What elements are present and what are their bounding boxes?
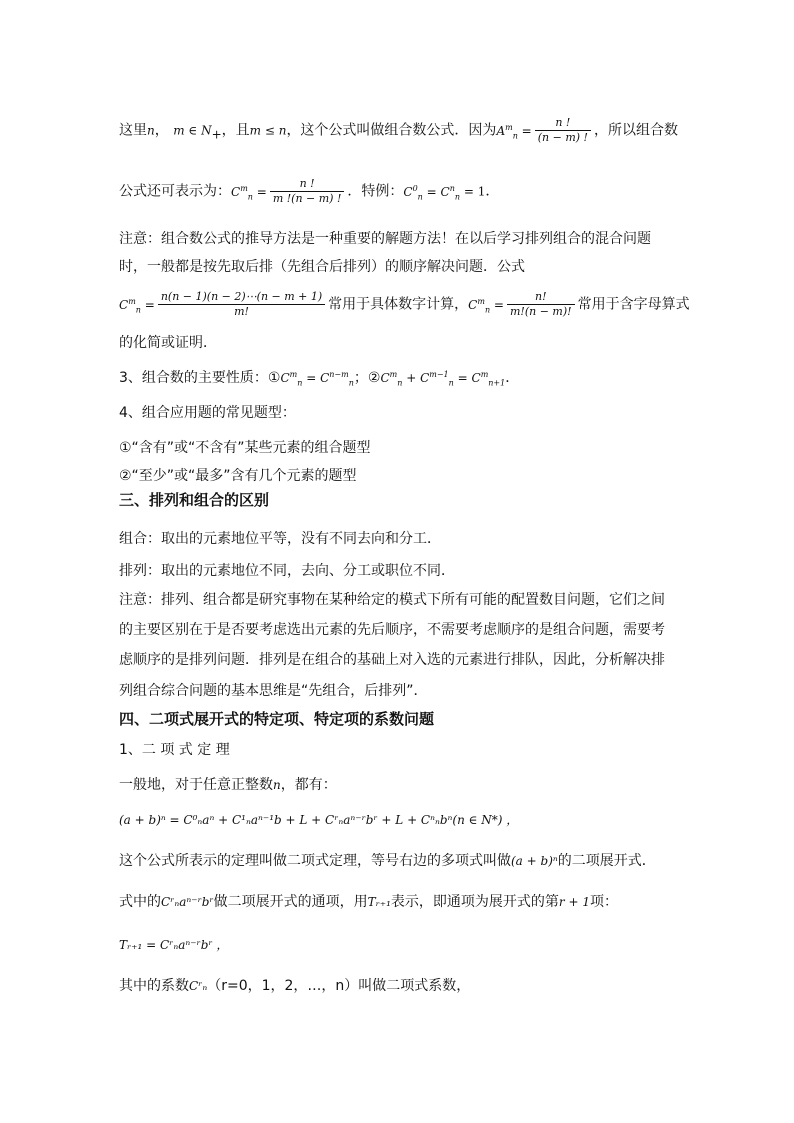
type-item-2: ②“至少”或“最多”含有几个元素的题型 bbox=[119, 468, 357, 484]
note-line-3: $C^m_n$ = $\frac{n(n - 1)(n - 2)\cdots(n - m + 1)}{m!}$ 常用于具体数字计算，$C^m_n$ = $\frac{n!}{m!(n - m)!}$ 常用于含字母算式 bbox=[119, 290, 690, 318]
type-item-1: ①“含有”或“不含有”某些元素的组合题型 bbox=[119, 440, 371, 456]
arrangement-fraction: $\frac{n !}{(n - m) !}$ bbox=[535, 116, 591, 145]
types-title: 4、组合应用题的常见题型： bbox=[119, 405, 296, 421]
para-formula-condition: 这里n， m ∈ $N_+$，且m ≤ n，这个公式叫做组合数公式．因为$A^m_n$ = $\frac{n !}{(n - m) !}$ ，所以组合数 bbox=[119, 116, 678, 144]
letter-formula-fraction: $\frac{n!}{m!(n - m)!}$ bbox=[507, 290, 575, 319]
section-3-note-4: 列组合综合问题的基本思维是“先组合，后排列”． bbox=[119, 683, 428, 699]
note-line-1: 注意：组合数公式的推导方法是一种重要的解题方法！在以后学习排列组合的混合问题 bbox=[119, 231, 651, 247]
numeric-formula-fraction: $\frac{n(n - 1)(n - 2)\cdots(n - m + 1)}{m!}$ bbox=[158, 290, 325, 319]
para-alt-formula: 公式还可表示为：$C^m_n$ = $\frac{n !}{m !(n - m) !}$ ．特例：$C^0_n = C^n_n = 1$． bbox=[119, 177, 500, 205]
binomial-formula: (a + b)ⁿ = C⁰ₙaⁿ + C¹ₙaⁿ⁻¹b + L + Cʳₙaⁿ⁻ʳbʳ + L + Cⁿₙbⁿ(n ∈ N*) ， bbox=[119, 813, 519, 827]
binomial-intro: 一般地，对于任意正整数n，都有： bbox=[119, 777, 337, 793]
section-3-note-3: 虑顺序的是排列问题．排列是在组合的基础上对入选的元素进行排队，因此，分析解决排 bbox=[119, 652, 665, 668]
binomial-description: 这个公式所表示的定理叫做二项式定理，等号右边的多项式叫做(a + b)ⁿ的二项展开式． bbox=[119, 853, 656, 869]
combination-properties: 3、组合数的主要性质：$①C^m_n = C^{n-m}_n$；$②C^m_n + C^{m-1}_n = C^m_{n+1}$． bbox=[119, 370, 520, 388]
section-3-note-1: 注意：排列、组合都是研究事物在某种给定的模式下所有可能的配置数目问题，它们之间 bbox=[119, 592, 665, 608]
combination-definition: 组合：取出的元素地位平等，没有不同去向和分工． bbox=[119, 531, 441, 547]
binomial-theorem-subheading: 1、二 项 式 定 理 bbox=[119, 742, 230, 758]
binomial-coefficient-note: 其中的系数Cʳₙ（r=0，1，2，…，n）叫做二项式系数， bbox=[119, 978, 471, 994]
section-3-heading: 三、排列和组合的区别 bbox=[119, 491, 270, 509]
section-4-heading: 四、二项式展开式的特定项、特定项的系数问题 bbox=[119, 710, 435, 728]
note-line-4: 的化简或证明． bbox=[119, 335, 217, 351]
general-term-formula: Tᵣ₊₁ = Cʳₙaⁿ⁻ʳbʳ ， bbox=[119, 938, 229, 952]
note-line-2: 时，一般都是按先取后排（先组合后排列）的顺序解决问题．公式 bbox=[119, 259, 525, 275]
combination-fraction: $\frac{n !}{m !(n - m) !}$ bbox=[270, 177, 345, 206]
section-3-note-2: 的主要区别在于是否要考虑选出元素的先后顺序，不需要考虑顺序的是组合问题，需要考 bbox=[119, 622, 665, 638]
permutation-definition: 排列：取出的元素地位不同，去向、分工或职位不同． bbox=[119, 563, 455, 579]
arrangement-symbol: $A^m_n$ = bbox=[496, 122, 532, 140]
general-term-description: 式中的Cʳₙaⁿ⁻ʳbʳ做二项展开式的通项，用Tᵣ₊₁表示，即通项为展开式的第r + 1项： bbox=[119, 894, 618, 910]
